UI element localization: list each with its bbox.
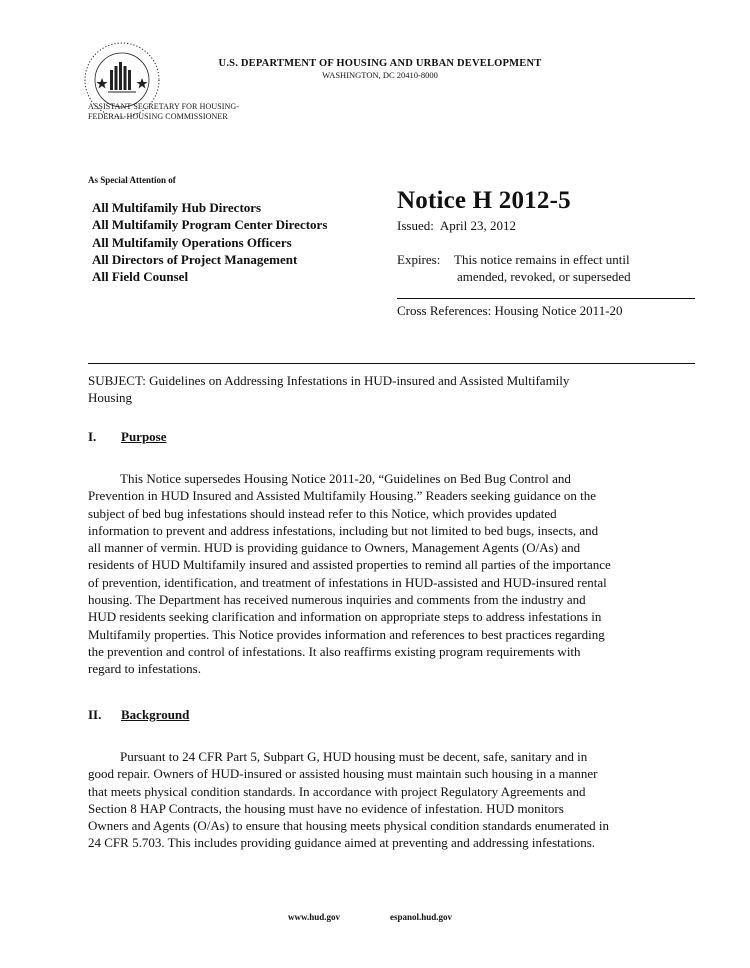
agency-header [200, 58, 560, 80]
addressee-list [92, 199, 327, 285]
paragraph-line: the prevention and control of infestations. It also reaffirms existing program requirements with [88, 643, 581, 659]
paragraph-line: Prevention in HUD Insured and Assisted Multifamily Housing.” Readers seeking guidance on the [88, 488, 596, 504]
subject-line-1: SUBJECT: Guidelines on Addressing Infestations in HUD-insured and Assisted Multifamily [88, 373, 570, 388]
paragraph-line: 24 CFR 5.703. This includes providing guidance aimed at preventing and addressing infestations. [88, 835, 596, 851]
divider [397, 298, 695, 299]
attention-label: As Special Attention of [88, 175, 176, 185]
paragraph-line: HUD residents seeking clarification and information on appropriate steps to address infestations in [88, 609, 602, 625]
paragraph-line: subject of bed bug infestations should instead refer to this Notice, which provides updated [88, 505, 557, 521]
cross-references: Cross References: Housing Notice 2011-20 [397, 303, 623, 318]
notice-title: Notice H 2012-5 [397, 187, 571, 214]
divider [88, 363, 695, 364]
background-paragraph [88, 748, 698, 852]
paragraph-line: information to prevent and address infestations, including but not limited to bed bugs, insects, and [88, 522, 599, 538]
paragraph-line: This Notice supersedes Housing Notice 2011-20, “Guidelines on Bed Bug Control and [120, 471, 571, 486]
addressee-item: All Field Counsel [92, 269, 189, 285]
paragraph-line: residents of HUD Multifamily insured and assisted properties to remind all parties of the importance [88, 557, 611, 573]
paragraph-line: of prevention, identification, and treatment of infestations in HUD-assisted and HUD-insured rental [88, 574, 607, 590]
paragraph-line: that meets physical condition standards. In accordance with project Regulatory Agreements and [88, 783, 586, 799]
issued-value: April 23, 2012 [439, 218, 517, 233]
office-line-2: FEDERAL HOUSING COMMISSIONER [88, 112, 228, 121]
addressee-item: All Multifamily Operations Officers [92, 234, 292, 250]
subject-line-2: Housing [88, 390, 133, 405]
agency-address: WASHINGTON, DC 20410-8000 [322, 70, 438, 80]
expires-line-1: This notice remains in effect until [454, 252, 630, 267]
addressee-item: All Directors of Project Management [92, 251, 298, 267]
expiration [397, 251, 631, 285]
paragraph-line: Section 8 HAP Contracts, the housing must have no evidence of infestation. HUD monitors [88, 800, 564, 816]
subject [88, 372, 688, 406]
paragraph-line: housing. The Department has received numerous inquiries and comments from the industry and [88, 592, 586, 608]
office-line-1: ASSISTANT SECRETARY FOR HOUSING- [88, 102, 240, 111]
section-title: Purpose [121, 429, 167, 444]
section-number: II. [88, 707, 102, 722]
paragraph-line: Pursuant to 24 CFR Part 5, Subpart G, HUD housing must be decent, safe, sanitary and in [120, 749, 588, 764]
section-heading-background [88, 707, 189, 723]
purpose-paragraph [88, 470, 698, 678]
paragraph-line: Owners and Agents (O/As) to ensure that housing meets physical condition standards enumerated in [88, 818, 609, 834]
issued-label: Issued: [397, 218, 434, 233]
paragraph-line: Multifamily properties. This Notice provides information and references to best practices regarding [88, 626, 605, 642]
section-number: I. [88, 429, 97, 444]
paragraph-line: all manner of vermin. HUD is providing guidance to Owners, Management Agents (O/As) and [88, 540, 581, 556]
addressee-item: All Multifamily Hub Directors [92, 200, 262, 215]
paragraph-line: regard to infestations. [88, 661, 201, 677]
footer-spanish-site-link[interactable]: espanol.hud.gov [390, 912, 453, 922]
paragraph-line: good repair. Owners of HUD-insured or assisted housing must maintain such housing in a manner [88, 766, 598, 782]
expires-line-2: amended, revoked, or superseded [457, 269, 631, 284]
section-title: Background [121, 707, 190, 722]
footer-site-link[interactable]: www.hud.gov [288, 912, 341, 922]
expires-label: Expires: [397, 252, 441, 267]
office-block [88, 102, 239, 122]
issued-date [397, 218, 516, 234]
section-heading-purpose [88, 429, 167, 445]
agency-name: U.S. DEPARTMENT OF HOUSING AND URBAN DEVELOPMENT [218, 58, 542, 69]
addressee-item: All Multifamily Program Center Directors [92, 217, 328, 233]
